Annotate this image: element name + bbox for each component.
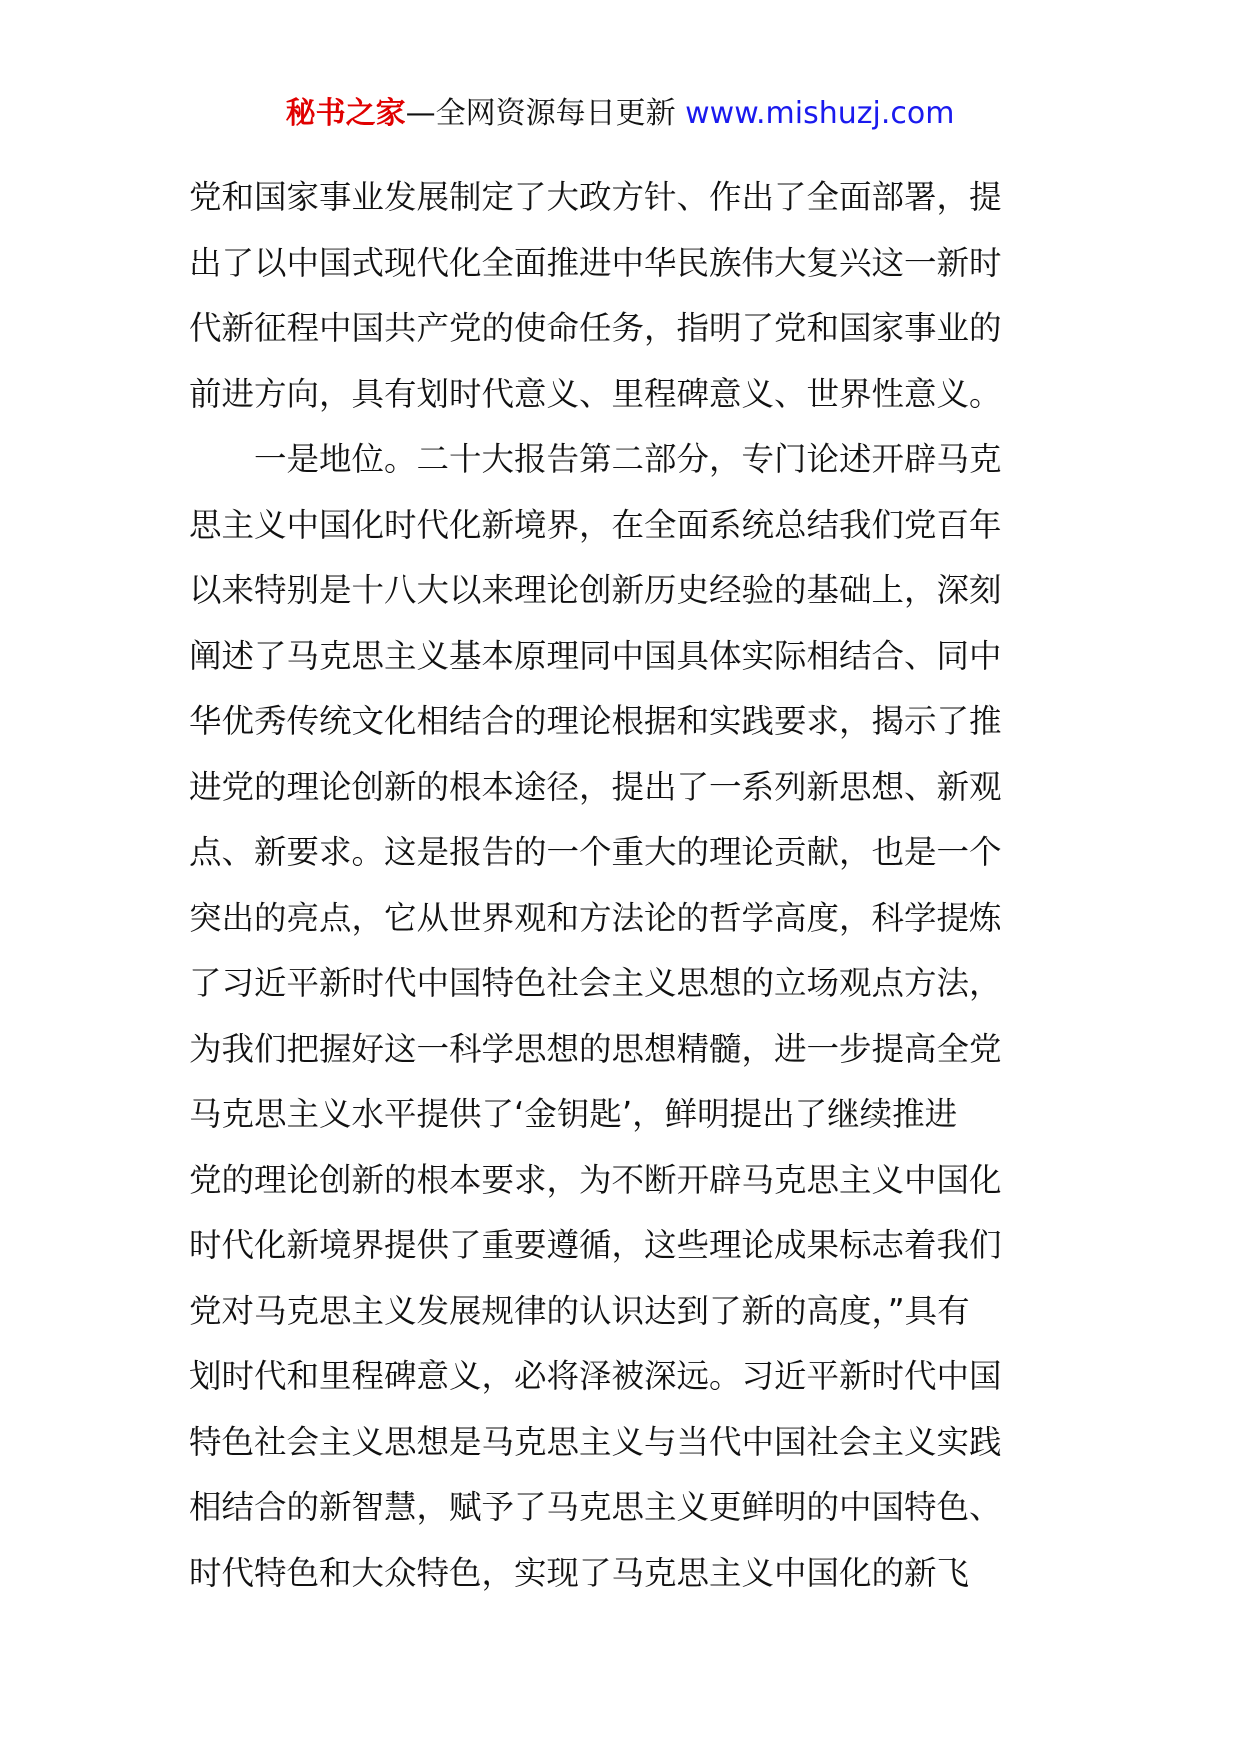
text-line: 特色社会主义思想是马克思主义与当代中国社会主义实践 bbox=[189, 1422, 1002, 1461]
text-line: 以来特别是十八大以来理论创新历史经验的基础上，深刻 bbox=[189, 571, 1002, 609]
site-tagline: —全网资源每日更新 bbox=[405, 96, 676, 131]
text-line: 时代特色和大众特色，实现了马克思主义中国化的新飞 bbox=[189, 1553, 970, 1592]
text-line: 划时代和里程碑意义，必将泽被深远。习近平新时代中国 bbox=[189, 1357, 1002, 1395]
text-line: 党对马克思主义发展规律的认识达到了新的高度，”具有 bbox=[189, 1291, 970, 1330]
text-line: 突出的亮点，它从世界观和方法论的哲学高度，科学提炼 bbox=[189, 898, 1002, 937]
text-line: 马克思主义水平提供了‘金钥匙’，鲜明提出了继续推进 bbox=[189, 1095, 958, 1133]
document-body bbox=[189, 165, 1059, 1606]
text-line: 点、新要求。这是报告的一个重大的理论贡献，也是一个 bbox=[189, 833, 1002, 871]
text-line: 代新征程中国共产党的使命任务，指明了党和国家事业的 bbox=[189, 309, 1002, 347]
text-line: 党和国家事业发展制定了大政方针、作出了全面部署，提 bbox=[189, 178, 1002, 216]
text-line: 为我们把握好这一科学思想的思想精髓，进一步提高全党 bbox=[189, 1029, 1002, 1068]
text-line: 思主义中国化时代化新境界，在全面系统总结我们党百年 bbox=[189, 505, 1002, 544]
text-line: 华优秀传统文化相结合的理论根据和实践要求，揭示了推 bbox=[189, 702, 1002, 740]
site-url-link[interactable]: www.mishuzj.com bbox=[685, 96, 955, 131]
site-brand: 秘书之家 bbox=[285, 96, 406, 131]
text-line: 相结合的新智慧，赋予了马克思主义更鲜明的中国特色、 bbox=[189, 1488, 1002, 1526]
text-line: 党的理论创新的根本要求，为不断开辟马克思主义中国化 bbox=[189, 1160, 1002, 1199]
text-line: 进党的理论创新的根本途径，提出了一系列新思想、新观 bbox=[189, 767, 1002, 806]
text-line: 阐述了马克思主义基本原理同中国具体实际相结合、同中 bbox=[189, 636, 1002, 675]
page-header bbox=[0, 94, 1240, 134]
text-line: 了习近平新时代中国特色社会主义思想的立场观点方法， bbox=[189, 964, 1002, 1002]
text-line: 时代化新境界提供了重要遵循，这些理论成果标志着我们 bbox=[189, 1226, 1002, 1264]
text-line: 前进方向，具有划时代意义、里程碑意义、世界性意义。 bbox=[189, 374, 1002, 413]
text-line: 出了以中国式现代化全面推进中华民族伟大复兴这一新时 bbox=[189, 243, 1002, 282]
text-line: 一是地位。二十大报告第二部分，专门论述开辟马克 bbox=[189, 440, 1002, 478]
